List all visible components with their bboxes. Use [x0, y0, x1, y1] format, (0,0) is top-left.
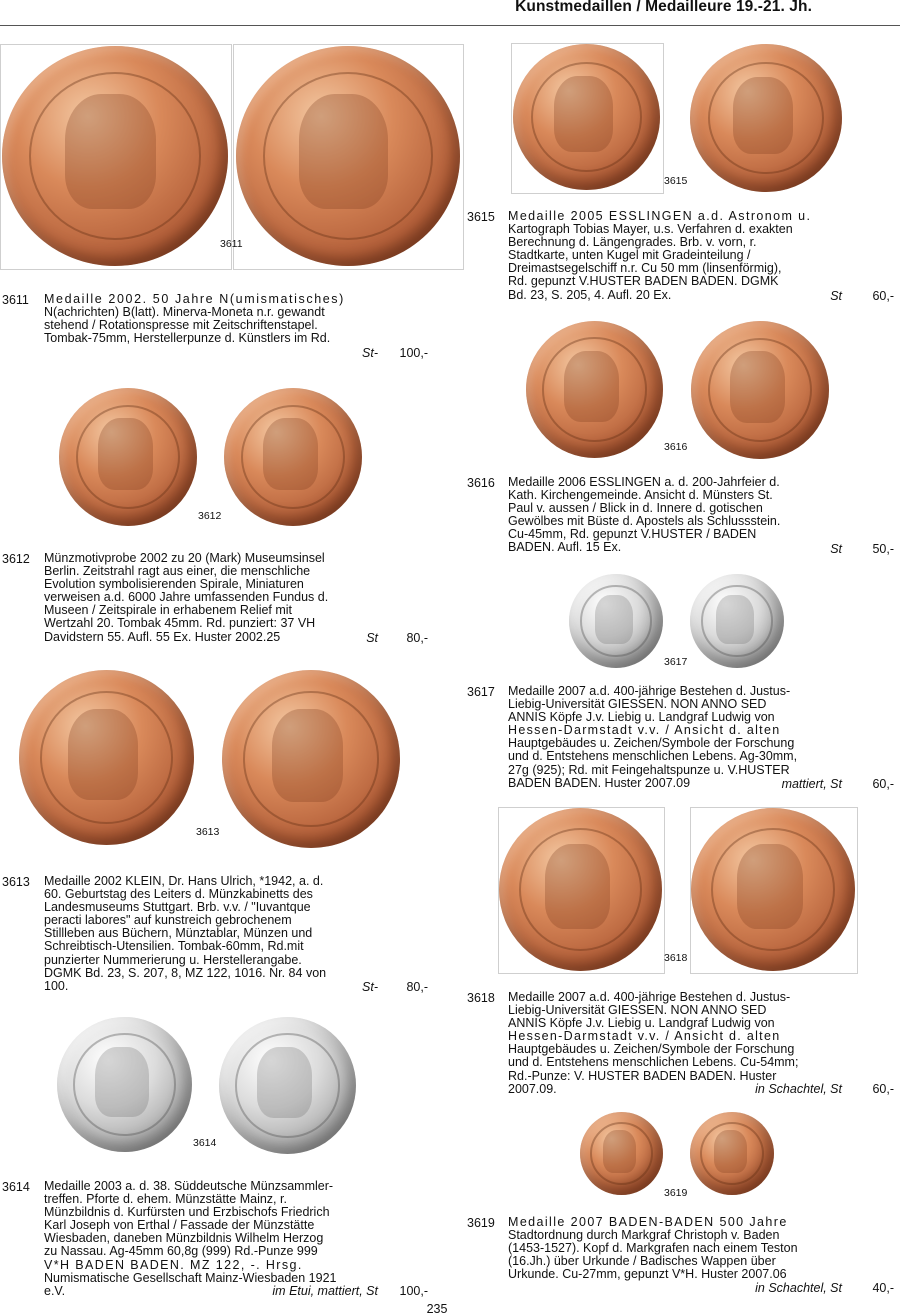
- lot-grade: in Schachtel, St: [755, 1281, 842, 1295]
- medal-reverse: [691, 808, 855, 971]
- lot-description: Münzmotivprobe 2002 zu 20 (Mark) Museumsinsel Berlin. Zeitstrahl ragt aus einer, die menschliche Evolution symbolisierenden Spirale, Miniaturen verweisen a.d. 6000 Jahre umfassenden Fundus d. Museen / Zeitspirale in erhabenem Relief mit Wertzahl 20. Tombak 45mm. Rd. punziert: 37 VH Davidstern 55. Aufl. 55 Ex. Huster 2002.25: [44, 551, 329, 644]
- medal-reverse: [690, 574, 784, 668]
- lot-grade: St: [830, 542, 842, 556]
- lot-description: Medaille 2005 ESSLINGEN a.d. Astronom u. Kartograph Tobias Mayer, u.s. Verfahren d. exakten Berechnung d. Längengrades. Brb. v. vorn, r. Stadtkarte, unten Kugel mit Gradeinteilung / Dreimastsegelschiff n.r. Cu 50 mm (linsenförmig), Rd. gepunzt V.HUSTER BADEN BADEN. DGMK Bd. 23, S. 205, 4. Aufl. 20 Ex.: [508, 209, 812, 302]
- medal-reverse: [219, 1017, 356, 1154]
- lot-number: 3616: [467, 476, 495, 490]
- lot-number: 3613: [2, 875, 30, 889]
- lot-number: 3619: [467, 1216, 495, 1230]
- photo-lot-ref: 3619: [664, 1187, 688, 1199]
- lot-description: Medaille 2002. 50 Jahre N(umismatisches) N(achrichten) B(latt). Minerva-Moneta n.r. gewandt stehend / Rotationspresse mit Zeitschriftenstapel. Tombak-75mm, Herstellerpunze d. Künstlers im Rd.: [44, 292, 345, 346]
- medal-reverse: [236, 46, 460, 266]
- medal-reverse: [222, 670, 400, 848]
- medal-obverse: [499, 808, 662, 971]
- lot-price: 80,-: [406, 631, 428, 645]
- medal-obverse: [2, 46, 228, 266]
- photo-lot-ref: 3615: [664, 175, 688, 187]
- lot-grade: in Schachtel, St: [755, 1082, 842, 1096]
- lot-price: 60,-: [872, 289, 894, 303]
- photo-lot-ref: 3612: [198, 510, 222, 522]
- lot-grade: mattiert, St: [781, 777, 842, 791]
- medal-obverse: [526, 321, 663, 458]
- photo-lot-ref: 3617: [664, 656, 688, 668]
- lot-description: Medaille 2002 KLEIN, Dr. Hans Ulrich, *1942, a. d. 60. Geburtstag des Leiters d. Münzkabinetts des Landesmuseums Stuttgart. Brb. v.v. / "Iuvantque peracti labores" auf kunstreich gebrochenem Stillleben aus Büchern, Münztablar, Münzen und Schreibtisch-Utensilien. Tombak-60mm, Rd.mit punzierter Nummerierung u. Herstellerangabe. DGMK Bd. 23, S. 207, 8, MZ 122, 1016. Nr. 84 von 100.: [44, 874, 327, 993]
- photo-lot-ref: 3614: [193, 1137, 217, 1149]
- lot-description: Medaille 2006 ESSLINGEN a. d. 200-Jahrfeier d. Kath. Kirchengemeinde. Ansicht d. Münsters St. Paul v. aussen / Blick in d. Innere d. gotischen Gewölbes mit Büste d. Apostels als Schlussstein. Cu-45mm, Rd. gepunzt V.HUSTER / BADEN BADEN. Aufl. 15 Ex.: [508, 475, 781, 555]
- lot-grade: im Etui, mattiert, St: [272, 1284, 378, 1298]
- lot-grade: St-: [362, 346, 378, 360]
- page-header: [0, 0, 900, 26]
- medal-obverse: [580, 1112, 663, 1195]
- lot-price: 100,-: [399, 346, 428, 360]
- lot-price: 50,-: [872, 542, 894, 556]
- medal-reverse: [224, 388, 362, 526]
- lot-price: 100,-: [399, 1284, 428, 1298]
- lot-description: Medaille 2007 a.d. 400-jährige Bestehen d. Justus- Liebig-Universität GIESSEN. NON ANNO SED ANNIS Köpfe J.v. Liebig u. Landgraf Ludwig von Hessen-Darmstadt v.v. / Ansicht d. alten Hauptgebäudes u. Zeichen/Symbole der Forschung und d. Entstehens menschlichen Lebens. Cu-54mm; Rd.-Punze: V. HUSTER BADEN BADEN. Huster 2007.09.: [508, 990, 799, 1096]
- page-number: 235: [426, 1302, 448, 1316]
- photo-lot-ref: 3613: [196, 826, 220, 838]
- medal-reverse: [690, 44, 842, 192]
- lot-number: 3611: [2, 293, 29, 307]
- lot-number: 3617: [467, 685, 495, 699]
- lot-description: Medaille 2007 a.d. 400-jährige Bestehen d. Justus- Liebig-Universität GIESSEN. NON ANNO SED ANNIS Köpfe J.v. Liebig u. Landgraf Ludwig von Hessen-Darmstadt v.v. / Ansicht d. alten Hauptgebäudes u. Zeichen/Symbole der Forschung und d. Entstehens menschlichen Lebens. Ag-30mm, 27g (925); Rd. mit Feingehaltspunze u. V.HUSTER BADEN BADEN. Huster 2007.09: [508, 684, 798, 790]
- header-title: Kunstmedaillen / Medailleure 19.-21. Jh.: [515, 0, 812, 15]
- lot-price: 80,-: [406, 980, 428, 994]
- lot-price: 60,-: [872, 1082, 894, 1096]
- lot-number: 3614: [2, 1180, 30, 1194]
- medal-reverse: [691, 321, 829, 459]
- lot-number: 3618: [467, 991, 495, 1005]
- photo-lot-ref: 3618: [664, 952, 688, 964]
- medal-obverse: [57, 1017, 192, 1152]
- medal-obverse: [569, 574, 663, 668]
- lot-grade: St: [366, 631, 378, 645]
- lot-grade: St: [830, 289, 842, 303]
- photo-lot-ref: 3611: [220, 238, 243, 250]
- lot-price: 40,-: [872, 1281, 894, 1295]
- lot-number: 3612: [2, 552, 30, 566]
- lot-price: 60,-: [872, 777, 894, 791]
- lot-number: 3615: [467, 210, 495, 224]
- lot-description: Medaille 2003 a. d. 38. Süddeutsche Münzsammler- treffen. Pforte d. ehem. Münzstätte Mainz, r. Münzbildnis d. Kurfürsten und Erzbischofs Friedrich Karl Joseph von Erthal / Fassade der Münzstätte Wiesbaden, daneben Münzbildnis Wilhelm Herzog zu Nassau. Ag-45mm 60,8g (999) Rd.-Punze 999 V*H BADEN BADEN. MZ 122, -. Hrsg. Numismatische Gesellschaft Mainz-Wiesbaden 1921 e.V.: [44, 1179, 337, 1298]
- medal-reverse: [690, 1112, 774, 1195]
- medal-obverse: [19, 670, 194, 845]
- medal-obverse: [59, 388, 197, 526]
- photo-lot-ref: 3616: [664, 441, 688, 453]
- lot-description: Medaille 2007 BADEN-BADEN 500 Jahre Stadtordnung durch Markgraf Christoph v. Baden (1453-1527). Kopf d. Markgrafen nach einem Teston (16.Jh.) über Urkunde / Badisches Wappen über Urkunde. Cu-27mm, gepunzt V*H. Huster 2007.06: [508, 1215, 798, 1282]
- medal-obverse: [513, 44, 660, 190]
- lot-grade: St-: [362, 980, 378, 994]
